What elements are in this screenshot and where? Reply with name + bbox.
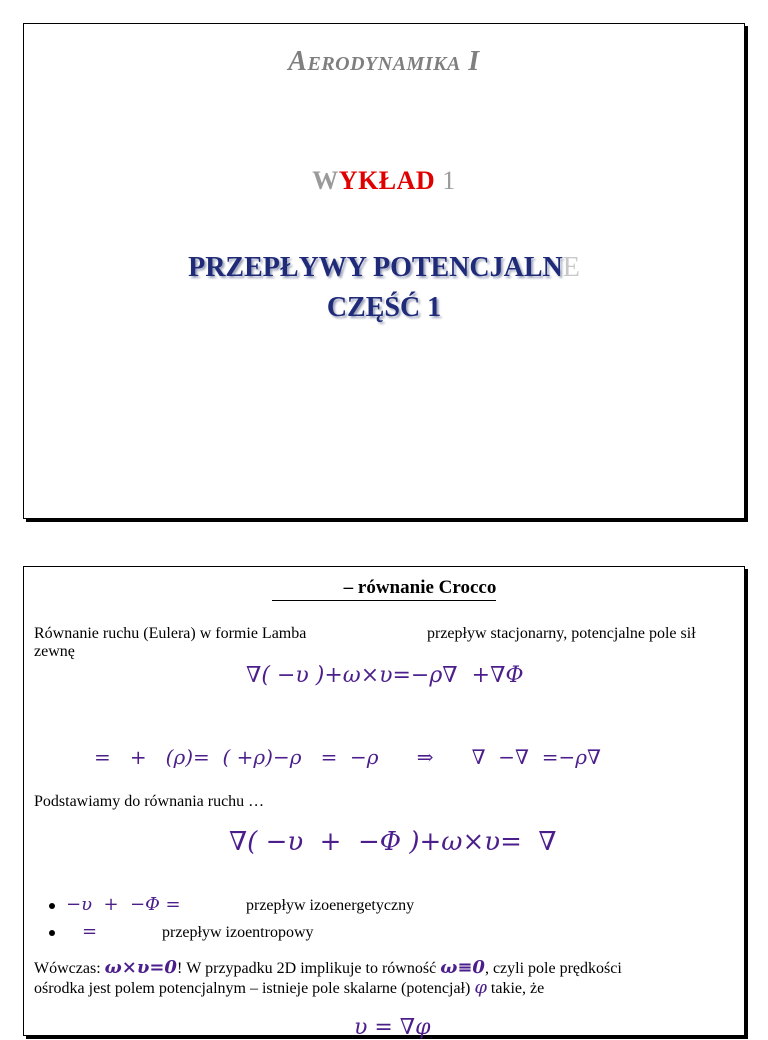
para2: Podstawiamy do równania ruchu …	[34, 793, 265, 810]
para3-c: , czyli pole prędkości	[484, 960, 622, 977]
lecture-initial: W	[312, 166, 339, 195]
course-title: Aerodynamika I	[288, 46, 480, 77]
slide2-title-text: – równanie Crocco	[272, 577, 497, 601]
bullet1-equation: −υ + −Φ =	[66, 894, 181, 915]
topic-line1	[24, 252, 744, 284]
topic-line1-faded: E	[562, 252, 580, 283]
bullet1-text: przepływ izoenergetyczny	[246, 897, 415, 914]
equation-thermo: = + (ρ)= ( +ρ)−ρ = −ρ ⇒ ∇ −∇ =−ρ∇	[94, 745, 601, 769]
bullet2-equation: =	[82, 921, 98, 942]
lecture-num: 1	[442, 166, 456, 195]
equation-lamb: ∇( −υ )+ω×υ=−ρ∇ +∇Φ	[246, 663, 524, 688]
para3-line2-a: ośrodka jest polem potencjalnym – istnieje pole skalarne (potencjał)	[34, 980, 471, 997]
title-slide	[23, 23, 745, 519]
para3-line2-b: takie, że	[490, 980, 545, 997]
topic-line1-text: PRZEPŁYWY POTENCJALN	[188, 252, 563, 283]
lecture-word: YKŁAD	[338, 166, 436, 195]
para3-a: Wówczas:	[34, 960, 101, 977]
para3-b: ! W przypadku 2D implikuje to równość	[176, 960, 437, 977]
bullet2-text: przepływ izoentropowy	[162, 924, 314, 941]
para3-line1	[34, 959, 622, 978]
para1-left: Równanie ruchu (Eulera) w formie Lamba	[34, 625, 307, 642]
lecture-number	[24, 166, 744, 196]
para1-cont: zewnę	[34, 643, 75, 660]
equation-crocco: ∇( −υ + −Φ )+ω×υ= ∇	[229, 827, 557, 857]
phi-symbol: φ	[474, 977, 487, 998]
para3-eq1: ω×υ=0	[104, 957, 177, 978]
topic-line2: CZĘŚĆ 1	[326, 292, 442, 323]
content-slide	[23, 566, 745, 1040]
bullet-dot-1	[49, 903, 55, 909]
equation-potential: υ = ∇φ	[354, 1015, 431, 1040]
para1-right: przepływ stacjonarny, potencjalne pole sił	[427, 625, 696, 642]
bullet-dot-2	[49, 930, 55, 936]
para3-eq2: ω≡0	[440, 957, 485, 978]
para3-line2	[34, 979, 544, 998]
slide2-title	[24, 577, 744, 601]
